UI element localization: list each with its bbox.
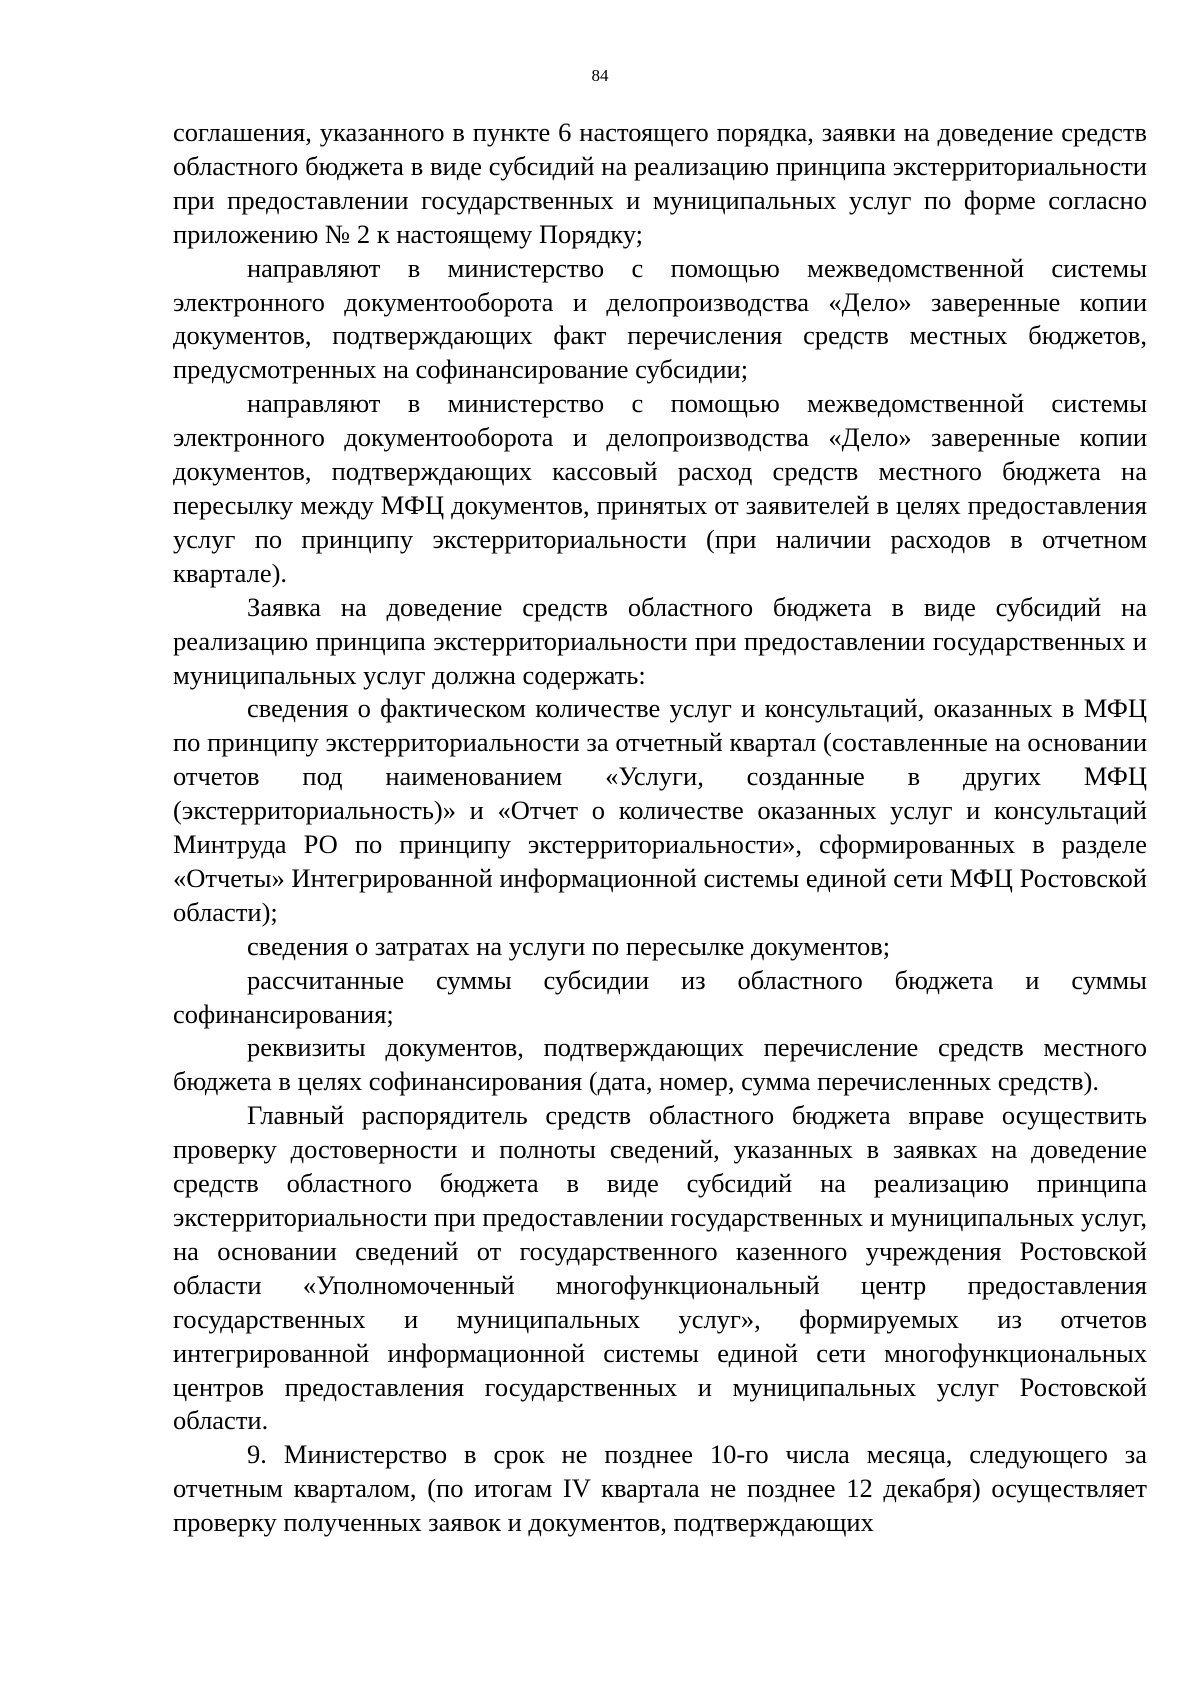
page-number: 84 (591, 66, 609, 85)
paragraph: Заявка на доведение средств областного бюджета в виде субсидий на реализацию принципа экстерриториальности при предоставлении государственных и муниципальных услуг должна содержать: (173, 591, 1147, 690)
paragraph: 9. Министерство в срок не позднее 10-го числа месяца, следующего за отчетным кварталом, (по итогам IV квартала не позднее 12 декабря) осуществляет проверку полученных заявок и документов, подтверждающих (173, 1439, 1147, 1538)
paragraph: реквизиты документов, подтверждающих перечисление средств местного бюджета в целях софинансирования (дата, номер, сумма перечисленных средств). (173, 1032, 1147, 1097)
paragraph: направляют в министерство с помощью межведомственной системы электронного документооборота и делопроизводства «Дело» заверенные копии документов, подтверждающих кассовый расход средств местного бюджета на пересылку между МФЦ документов, принятых от заявителей в целях предоставления услуг по принципу экстерриториальности (при наличии расходов в отчетном квартале). (173, 388, 1147, 588)
paragraph: Главный распорядитель средств областного бюджета вправе осуществить проверку достоверности и полноты сведений, указанных в заявках на доведение средств областного бюджета в виде субсидий на реализацию принципа экстерриториальности при предоставлении государственных и муниципальных услуг, на основании сведений от государственного казенного учреждения Ростовской области «Уполномоченный многофункциональный центр предоставления государственных и муниципальных услуг», формируемых из отчетов интегрированной информационной системы единой сети многофункциональных центров предоставления государственных и муниципальных услуг Ростовской области. (173, 1100, 1147, 1436)
paragraph: рассчитанные суммы субсидии из областного бюджета и суммы софинансирования; (173, 964, 1147, 1029)
document-body (173, 116, 1147, 1540)
paragraph: сведения о фактическом количестве услуг и консультаций, оказанных в МФЦ по принципу экстерриториальности за отчетный квартал (составленные на основании отчетов под наименованием «Услуги, созданные в других МФЦ (экстерриториальность)» и «Отчет о количестве оказанных услуг и консультаций Минтруда РО по принципу экстерриториальности», сформированных в разделе «Отчеты» Интегрированной информационной системы единой сети МФЦ Ростовской области); (173, 693, 1147, 927)
paragraph: сведения о затратах на услуги по пересылке документов; (247, 930, 891, 961)
paragraph: направляют в министерство с помощью межведомственной системы электронного документооборота и делопроизводства «Дело» заверенные копии документов, подтверждающих факт перечисления средств местных бюджетов, предусмотренных на софинансирование субсидии; (173, 252, 1147, 385)
paragraph: соглашения, указанного в пункте 6 настоящего порядка, заявки на доведение средств областного бюджета в виде субсидий на реализацию принципа экстерриториальности при предоставлении государственных и муниципальных услуг по форме согласно приложению № 2 к настоящему Порядку; (173, 117, 1147, 249)
